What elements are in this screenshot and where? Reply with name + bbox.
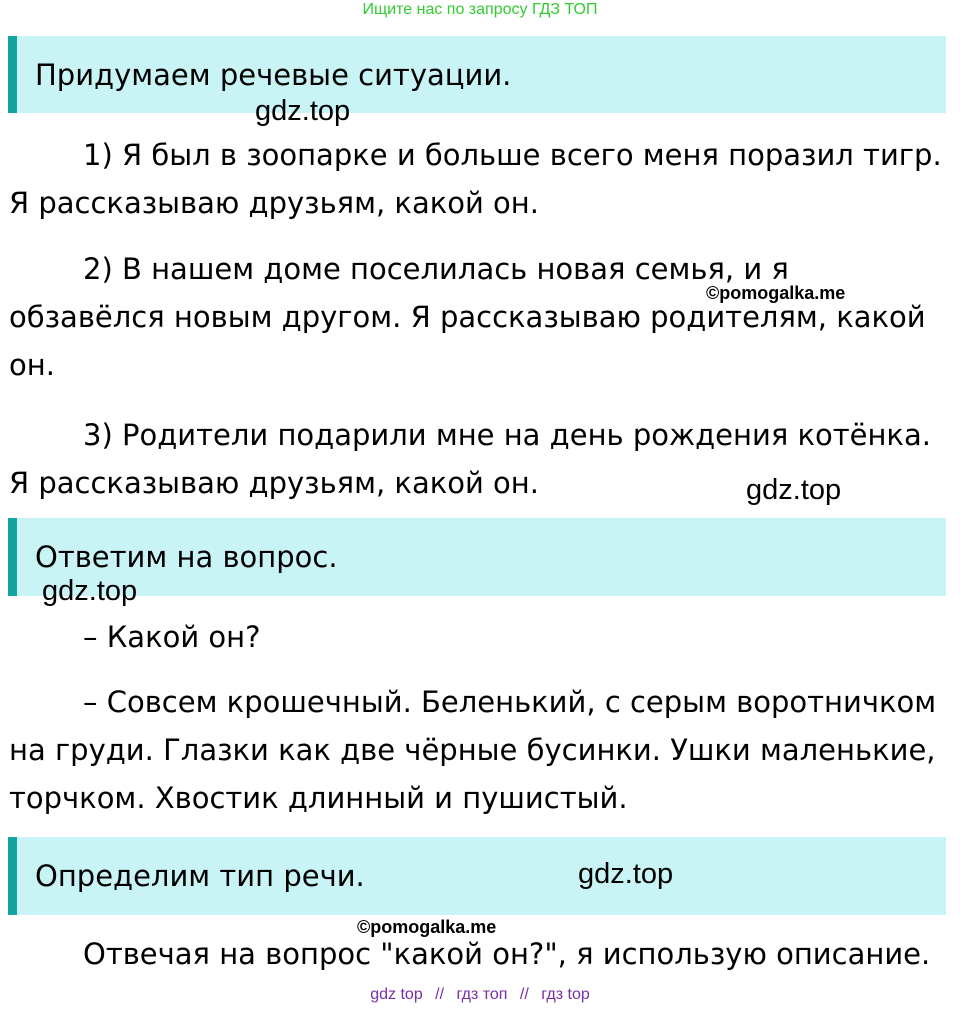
conclusion-paragraph: Отвечая на вопрос "какой он?", я использую описание. [83, 937, 931, 971]
paragraph-situation-3: 3) Родители подарили мне на день рождения котёнка. Я рассказываю друзьям, какой он. [9, 418, 931, 500]
dialogue-question: – Какой он? [83, 620, 261, 654]
watermark-pomogalka: ©pomogalka.me [357, 917, 497, 937]
paragraph-situation-2: 2) В нашем доме поселилась новая семья, и я обзавёлся новым другом. Я рассказываю родителям, какой он. [9, 252, 926, 382]
footer-link-gdz-top-ru[interactable]: гдз топ [456, 986, 508, 1003]
top-banner: Ищите нас по запросу ГДЗ ТОП [362, 1, 598, 18]
footer-links [0, 986, 960, 1004]
paragraph-situation-1: 1) Я был в зоопарке и больше всего меня поразил тигр. Я рассказываю друзьям, какой он. [9, 138, 942, 220]
section-header-situations [8, 36, 946, 113]
watermark-gdz: gdz.top [746, 474, 842, 506]
watermark-gdz: gdz.top [255, 95, 351, 127]
watermark-gdz: gdz.top [578, 858, 674, 890]
section-header-speech-type [8, 837, 946, 915]
section-title: Ответим на вопрос. [35, 540, 338, 574]
watermark-pomogalka: ©pomogalka.me [706, 283, 846, 303]
footer-link-gdz-top[interactable]: gdz top [370, 986, 423, 1003]
section-header-answer [8, 518, 946, 596]
watermark-gdz: gdz.top [42, 575, 138, 607]
footer-link-gdz-top-mixed[interactable]: гдз top [541, 986, 590, 1003]
section-title: Определим тип речи. [35, 859, 365, 893]
dialogue-answer: – Совсем крошечный. Беленький, с серым воротничком на груди. Глазки как две чёрные бусинки. Ушки маленькие, торчком. Хвостик длинный и пушистый. [9, 685, 937, 815]
footer-separator: // [519, 986, 529, 1003]
section-title: Придумаем речевые ситуации. [35, 57, 512, 92]
footer-separator: // [435, 986, 445, 1003]
